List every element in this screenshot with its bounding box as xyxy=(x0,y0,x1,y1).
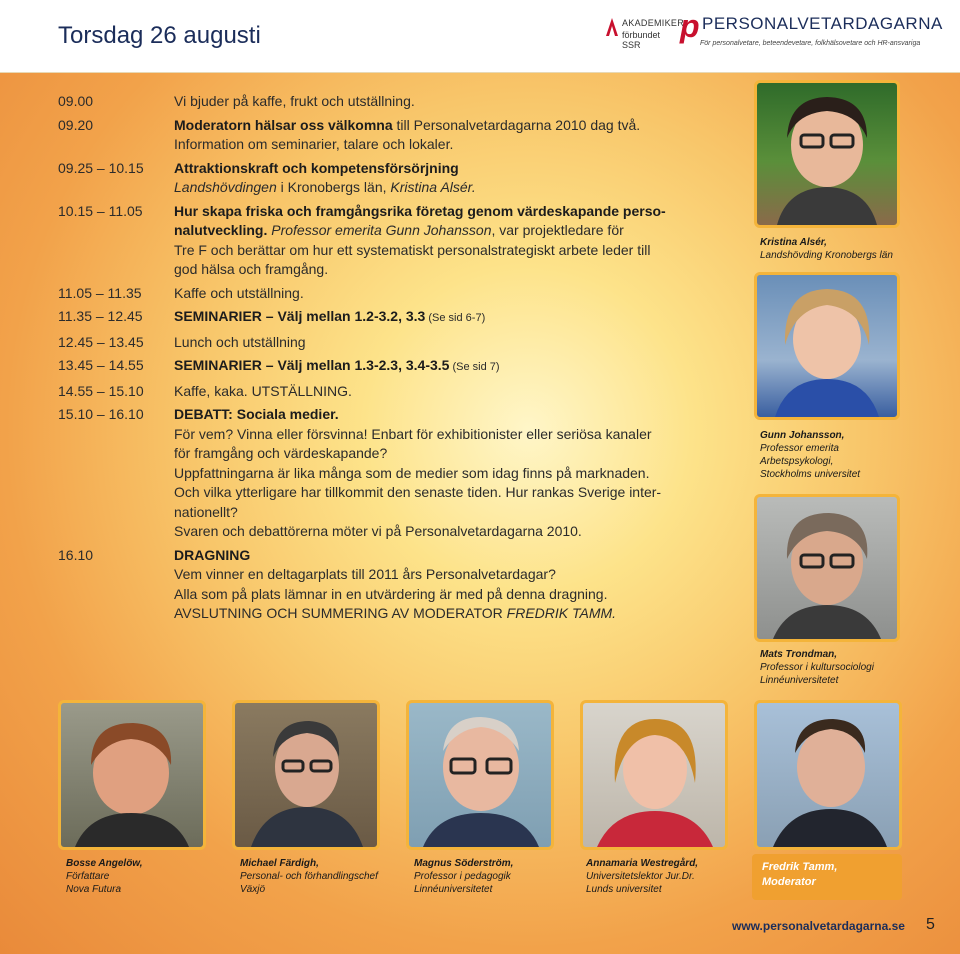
speaker-photo xyxy=(580,700,728,850)
brand-tagline: För personalvetare, beteendevetare, folkhälsovetare och HR-ansvariga xyxy=(700,40,921,47)
schedule-text: Hur skapa friska och framgångsrika företag genom värdeskapande perso- nalutveckling. Professor emerita Gunn Johansson, var projektledare för Tre F och berättar om hur ett systematiskt personalstrategiskt arbete leder till god hälsa och framgång. xyxy=(174,202,666,277)
page-header xyxy=(0,0,960,73)
logo-org-line2: förbundet SSR xyxy=(622,30,661,50)
schedule-time: 12.45 – 13.45 xyxy=(58,333,144,350)
schedule-row xyxy=(58,382,708,402)
portrait-icon xyxy=(61,703,203,847)
speaker-caption: Gunn Johansson, Professor emerita Arbetspsykologi, Stockholms universitet xyxy=(760,430,861,480)
schedule-time: 11.05 – 11.35 xyxy=(58,284,142,301)
schedule-row xyxy=(58,546,708,624)
speaker-caption: Kristina Alsér, Landshövding Kronobergs län xyxy=(760,237,893,261)
speaker-caption: Annamaria Westregård, Universitetslektor Jur.Dr. Lunds universitet xyxy=(586,858,699,895)
akademikerforbundet-logo xyxy=(604,14,685,54)
schedule-time: 09.20 xyxy=(58,116,94,133)
schedule-row xyxy=(58,202,708,280)
portrait-icon xyxy=(235,703,377,847)
speaker-caption: Magnus Söderström, Professor i pedagogik Linnéuniversitetet xyxy=(414,858,514,895)
speaker-photo xyxy=(754,80,900,228)
speaker-photo xyxy=(754,272,900,420)
speaker-caption: Mats Trondman, Professor i kultursociologi Linnéuniversitetet xyxy=(760,649,874,686)
moderator-caption: Fredrik Tamm, Moderator xyxy=(752,854,902,900)
schedule-row xyxy=(58,356,708,378)
schedule-text: SEMINARIER – Välj mellan 1.3-2.3, 3.4-3.5 (Se sid 7) xyxy=(174,357,500,373)
schedule-time: 15.10 – 16.10 xyxy=(58,406,144,422)
schedule-text: Vi bjuder på kaffe, frukt och utställning. xyxy=(174,93,415,109)
schedule-row xyxy=(58,333,708,353)
schedule-time: 14.55 – 15.10 xyxy=(58,382,144,399)
schedule-time: 11.35 – 12.45 xyxy=(58,308,143,324)
portrait-icon xyxy=(757,497,897,639)
speaker-photo xyxy=(754,494,900,642)
schedule xyxy=(58,92,708,624)
schedule-text: Lunch och utställning xyxy=(174,333,306,350)
schedule-row xyxy=(58,159,708,198)
schedule-text: Kaffe och utställning. xyxy=(174,284,304,301)
logo-org-line1: AKADEMIKER xyxy=(622,18,685,28)
akademiker-logo-icon xyxy=(604,16,620,38)
page-number: 5 xyxy=(926,916,935,933)
schedule-row xyxy=(58,284,708,304)
schedule-time: 09.25 – 10.15 xyxy=(58,159,144,176)
speaker-caption: Bosse Angelöw, Författare Nova Futura xyxy=(66,858,143,895)
schedule-text: Kaffe, kaka. UTSTÄLLNING. xyxy=(174,382,352,399)
speaker-photo xyxy=(232,700,380,850)
portrait-icon xyxy=(409,703,551,847)
schedule-text: Attraktionskraft och kompetensförsörjning Landshövdingen i Kronobergs län, Kristina Alsér. xyxy=(174,159,476,195)
schedule-row xyxy=(58,116,708,155)
schedule-text: Moderatorn hälsar oss välkomna till Personalvetardagarna 2010 dag två. Information om seminarier, talare och lokaler. xyxy=(174,116,641,152)
page-title: Torsdag 26 augusti xyxy=(58,22,261,49)
schedule-time: 09.00 xyxy=(58,93,94,109)
schedule-time: 13.45 – 14.55 xyxy=(58,357,144,373)
schedule-time: 10.15 – 11.05 xyxy=(58,202,143,219)
portrait-icon xyxy=(583,703,725,847)
schedule-row xyxy=(58,405,708,542)
schedule-time: 16.10 xyxy=(58,546,94,563)
schedule-text: DEBATT: Sociala medier. För vem? Vinna eller försvinna! Enbart för exhibitionister eller seriösa kanaler för framgång och värdeskapande? Uppfattningarna är lika många som de medier som idag finns på marknaden. Och vilka ytterligare har tillkommit den senaste tiden. Hur rankas Sverige inter- nationellt? Svaren och debattörerna möter vi på Personalvetardagarna 2010. xyxy=(174,406,662,539)
personalvetardagarna-logo xyxy=(680,8,943,60)
speaker-caption: Michael Färdigh, Personal- och förhandlingschef Växjö xyxy=(240,858,378,895)
portrait-icon xyxy=(757,83,897,225)
schedule-row xyxy=(58,92,708,112)
schedule-row xyxy=(58,307,708,329)
speaker-photo xyxy=(754,700,902,850)
schedule-text: DRAGNING Vem vinner en deltagarplats till 2011 års Personalvetardagar? Alla som på plats lämnar in en utvärdering är med på denna dragning. AVSLUTNING OCH SUMMERING AV MODERATOR FREDRIK TAMM. xyxy=(174,546,617,621)
portrait-icon xyxy=(757,703,899,847)
footer-website-link[interactable]: www.personalvetardagarna.se xyxy=(732,919,905,933)
schedule-text: SEMINARIER – Välj mellan 1.2-3.2, 3.3 (Se sid 6-7) xyxy=(174,308,486,324)
portrait-icon xyxy=(757,275,897,417)
brand-name: PERSONALVETARDAGARNA xyxy=(702,14,943,33)
speaker-photo xyxy=(58,700,206,850)
speaker-photo xyxy=(406,700,554,850)
brand-p-icon: p xyxy=(680,8,700,44)
